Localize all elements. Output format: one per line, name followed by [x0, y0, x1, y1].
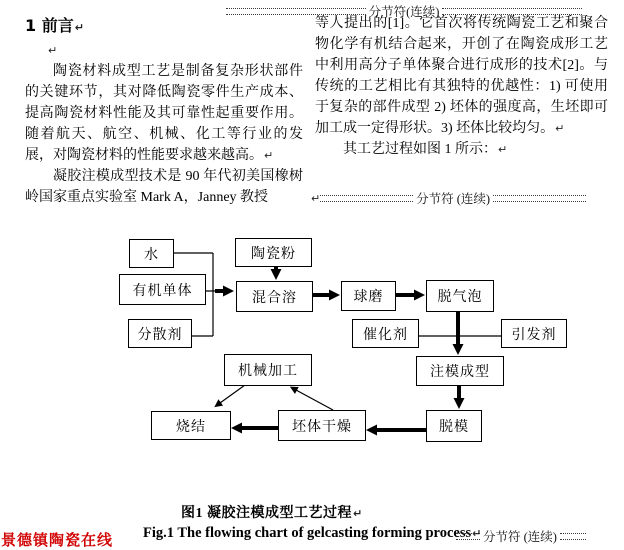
paragraph-mark: ↵ — [472, 527, 482, 540]
paragraph-mark: ↵ — [498, 143, 508, 156]
paragraph-mark: ↵ — [555, 122, 565, 135]
body-paragraph — [315, 13, 608, 139]
flowchart-node-green-body-drying: 坯体干燥 — [278, 410, 366, 441]
left-column — [25, 14, 303, 208]
body-paragraph — [25, 61, 303, 166]
section-break-dotted-line — [493, 195, 586, 202]
flowchart-node-injection-molding: 注模成型 — [416, 356, 504, 386]
paragraph-text: 其工艺过程如图 1 所示： — [343, 142, 497, 157]
paragraph-mark: ↵ — [353, 507, 363, 520]
section-break-bottom — [456, 527, 588, 545]
flowchart-node-initiator: 引发剂 — [501, 319, 567, 348]
flowchart-node-dispersant: 分散剂 — [128, 319, 192, 348]
figure-caption-chinese-text: 图1 凝胶注模成型工艺过程 — [181, 506, 352, 521]
flowchart-node-water: 水 — [129, 239, 174, 268]
section-break-dotted-line — [456, 533, 480, 540]
paragraph-text: 陶瓷材料成型工艺是制备复杂形状部件的关键环节，其对降低陶瓷零件生产成本、提高陶瓷材料性能及其可靠性起重要作用。随着航天、航空、机械、化工等行业的发展，对陶瓷材料的性能要求越来越高。 — [25, 64, 303, 163]
section-break-label: 分节符 (连续) — [483, 530, 557, 544]
paragraph-text: 等人提出的[1]。它首次将传统陶瓷工艺和聚合物化学有机结合起来，开创了在陶瓷成形工艺中利用高分子单体聚合进行成形的技术[2]。与传统的工艺相比有其独特的优越性：1) 可使用于复杂的部件成型 2) 坯体的强度高，生坯即可加工成一定得形状。3) 坯体比较均匀。 — [315, 16, 608, 136]
flowchart-node-mixed-solution: 混合溶 — [236, 281, 313, 312]
arrow-drying-to-machining — [296, 390, 333, 410]
paragraph-text: 凝胶注模成型技术是 90 年代初美国橡树岭国家重点实验室 Mark A，Janney 教授 — [25, 169, 303, 205]
arrow-machining-to-sintering — [220, 385, 245, 403]
body-paragraph — [25, 166, 303, 208]
flowchart-node-ceramic-powder: 陶瓷粉 — [235, 238, 312, 267]
section-heading-text: 1 前言 — [25, 16, 74, 35]
flowchart-node-ball-milling: 球磨 — [341, 281, 396, 311]
flowchart-node-catalyst: 催化剂 — [352, 319, 419, 348]
flowchart-node-sintering: 烧结 — [151, 411, 231, 440]
empty-paragraph — [25, 40, 303, 61]
section-break-label: 分节符(连续) — [368, 5, 440, 19]
flowchart-node-machining: 机械加工 — [224, 354, 312, 386]
section-heading — [25, 14, 303, 40]
section-break-middle — [310, 189, 586, 207]
watermark: 景德镇陶瓷在线 — [1, 533, 114, 549]
section-break-dotted-line — [560, 533, 586, 540]
paragraph-mark: ↵ — [74, 21, 84, 34]
paragraph-mark: ↵ — [48, 44, 58, 57]
figure-caption-chinese — [181, 502, 363, 522]
flowchart-node-organic-monomer: 有机单体 — [119, 274, 206, 305]
section-break-label: 分节符 (连续) — [416, 192, 491, 206]
paragraph-mark: ↵ — [264, 149, 274, 162]
figure-caption-english — [143, 525, 481, 542]
flowchart-node-demolding: 脱模 — [426, 410, 482, 442]
paragraph-mark: ↵ — [311, 191, 321, 205]
flowchart-node-degassing: 脱气泡 — [426, 280, 494, 312]
section-break-dotted-line — [320, 195, 413, 202]
figure-caption-english-text: Fig.1 The flowing chart of gelcasting forming process — [143, 525, 472, 541]
body-paragraph — [315, 139, 608, 160]
right-column — [315, 13, 608, 160]
